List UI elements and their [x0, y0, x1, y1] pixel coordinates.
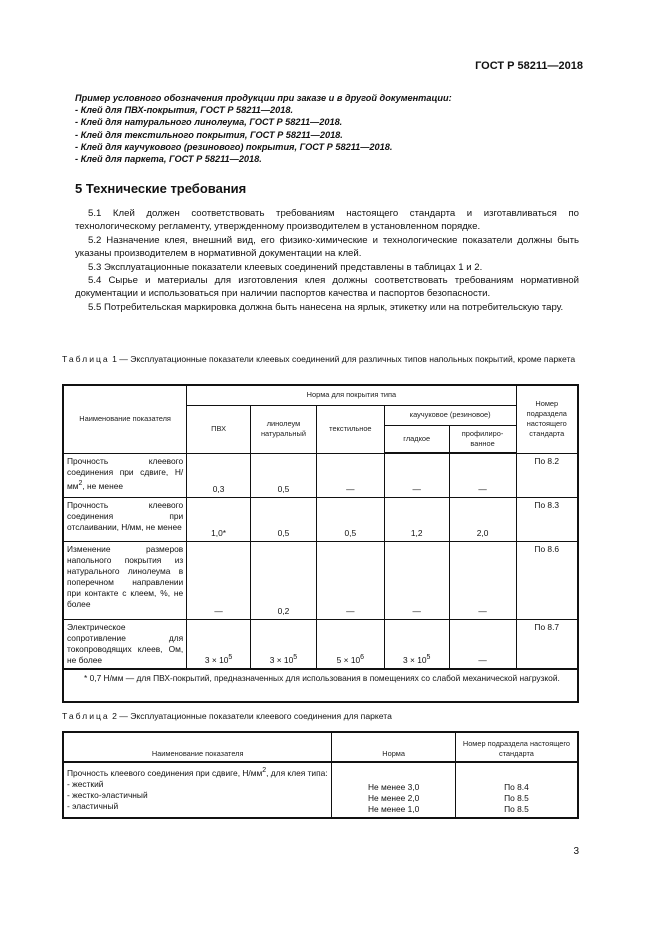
- section-title: 5 Технические требования: [75, 181, 247, 196]
- row-ref: По 8.3: [516, 497, 578, 541]
- cell: —: [449, 541, 516, 619]
- cell: 0,5: [316, 497, 384, 541]
- table-footnote: * 0,7 Н/мм — для ПВХ-покрытий, предназначенных для использования в помещениях со слабой механической нагрузкой.: [63, 669, 578, 702]
- header-rubber: каучуковое (резиновое): [384, 405, 516, 425]
- designation-example: [75, 92, 452, 165]
- paragraph: 5.5 Потребительская маркировка должна быть нанесена на ярлык, этикетку или на потребительскую тару.: [88, 301, 564, 313]
- table-row: [63, 497, 578, 541]
- header-pvc: ПВХ: [187, 405, 251, 453]
- paragraph: 5.4 Сырье и материалы для изготовления клея должны соответствовать требованиям нормативной документации и использоваться при наличии паспортов качества и паспортов безопасности.: [75, 275, 579, 300]
- cell: $5 \times 10^6$: [316, 619, 384, 669]
- cell: $3 \times 10^5$: [384, 619, 449, 669]
- cell: 0,2: [250, 541, 316, 619]
- cell: —: [316, 453, 384, 497]
- header-name: Наименование показателя: [63, 732, 332, 762]
- cell: —: [449, 453, 516, 497]
- table2-caption: [62, 710, 579, 722]
- header-smooth: гладкое: [384, 425, 449, 453]
- caption-label: Таблица: [62, 354, 110, 364]
- cell: 0,5: [250, 453, 316, 497]
- cell: —: [449, 619, 516, 669]
- header-number: Номер подраздела настоящего стандарта: [455, 732, 578, 762]
- cell: —: [316, 541, 384, 619]
- example-item: - Клей для текстильного покрытия, ГОСТ Р 58211—2018.: [75, 129, 343, 140]
- row-name: Прочность клеевого соединения при сдвиге, $Н/мм^2$, для клея типа: - жесткий - жестко-эластичный - эластичный: [63, 762, 332, 818]
- cell: 1,0*: [187, 497, 251, 541]
- caption-text: 1 — Эксплуатационные показатели клеевых соединений для различных типов напольных покрытий, кроме паркета: [109, 354, 576, 364]
- table-1: [62, 384, 579, 703]
- page-number: 3: [573, 846, 579, 857]
- table-row: [63, 619, 578, 669]
- cell: 2,0: [449, 497, 516, 541]
- cell: —: [384, 541, 449, 619]
- table-2: [62, 731, 579, 819]
- row-ref: По 8.6: [516, 541, 578, 619]
- example-item: - Клей для каучукового (резинового) покрытия, ГОСТ Р 58211—2018.: [75, 141, 393, 152]
- header-linoleum: линолеум натуральный: [250, 405, 316, 453]
- caption-label: Таблица: [62, 711, 110, 721]
- table-row: [63, 453, 578, 497]
- table1-caption: [62, 353, 579, 365]
- header-number: Номер подраздела настоящего стандарта: [516, 385, 578, 453]
- ref-cell: По 8.4 По 8.5 По 8.5: [455, 762, 578, 818]
- standard-header: ГОСТ Р 58211—2018: [475, 60, 583, 72]
- example-item: - Клей для натурального линолеума, ГОСТ Р 58211—2018.: [75, 117, 343, 128]
- row-ref: По 8.2: [516, 453, 578, 497]
- table-row: [63, 762, 578, 818]
- caption-text: 2 — Эксплуатационные показатели клеевого соединения для паркета: [109, 711, 392, 721]
- header-name: Наименование показателя: [63, 385, 187, 453]
- paragraph: 5.2 Назначение клея, внешний вид, его физико-химические и технологические показатели должны быть указаны производителем в нормативной документации на клей.: [75, 234, 579, 260]
- header-norm: Норма: [332, 732, 456, 762]
- cell: $3 \times 10^5$: [187, 619, 251, 669]
- cell: —: [187, 541, 251, 619]
- row-name: Изменение размеров напольного покрытия из натурального линолеума в поперечном направлении при контакте с клеем, %, не более: [63, 541, 187, 619]
- example-title: Пример условного обозначения продукции при заказе и в другой документации:: [75, 93, 452, 103]
- cell: 0,3: [187, 453, 251, 497]
- header-norm: Норма для покрытия типа: [187, 385, 516, 405]
- cell: $3 \times 10^5$: [250, 619, 316, 669]
- example-item: - Клей для ПВХ-покрытия, ГОСТ Р 58211—2018.: [75, 105, 294, 116]
- header-textile: текстильное: [316, 405, 384, 453]
- example-item: - Клей для паркета, ГОСТ Р 58211—2018.: [75, 154, 262, 165]
- table-row: [63, 541, 578, 619]
- cell: —: [384, 453, 449, 497]
- row-ref: По 8.7: [516, 619, 578, 669]
- row-name: Прочность клеевого соединения при сдвиге, $Н/мм^2$, не менее: [63, 453, 187, 497]
- paragraph: 5.3 Эксплуатационные показатели клеевых соединений представлены в таблицах 1 и 2.: [88, 261, 483, 273]
- section-body: [75, 207, 579, 314]
- paragraph: 5.1 Клей должен соответствовать требованиям настоящего стандарта и изготавливаться по технологическому регламенту, утвержденному производителем в установленном порядке.: [75, 208, 579, 233]
- header-profiled: профилиро-ванное: [449, 425, 516, 453]
- cell: 1,2: [384, 497, 449, 541]
- norm-cell: Не менее 3,0 Не менее 2,0 Не менее 1,0: [332, 762, 456, 818]
- cell: 0,5: [250, 497, 316, 541]
- row-name: Электрическое сопротивление для токопроводящих клеев, Ом, не более: [63, 619, 187, 669]
- row-name: Прочность клеевого соединения при отслаивании, Н/мм, не менее: [63, 497, 187, 541]
